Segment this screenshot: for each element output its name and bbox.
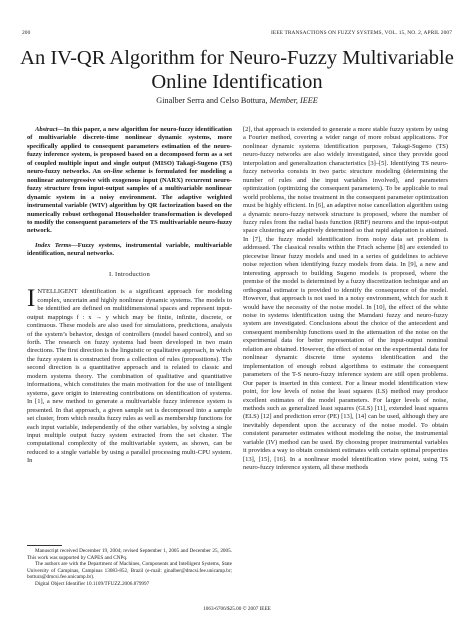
author-line xyxy=(20,96,454,105)
author-membership: Member, IEEE xyxy=(269,96,318,105)
footnote-manuscript: Manuscript received December 19, 2004; revised September 1, 2005 and December 25, 2005. This work was supported by CAPES and CNPq. xyxy=(27,548,232,561)
drop-cap: I xyxy=(27,285,36,313)
footnotes xyxy=(27,548,232,587)
index-terms-lead: Index Terms— xyxy=(35,241,78,249)
intro-text: identification is a significant approach for modeling complex, uncertain and highly nonlinear dynamic systems. The models to be identified are defined on multidimensional spaces and represent input-output mappings f : x → y which may be finite, infinite, discrete, or continuous. These models are also used for simulations, predictions, analysis of the system’s behavior, design of controllers (model based control), and so forth. The research on fuzzy systems had been developed in two main directions. The first direction is the linguistic or qualitative approach, in which the fuzzy system is constructed from a collection of rules (propositions). The second direction is a quantitative approach and is related to classic and modern systems theory. The combination of qualitative and quantitative informations, which constitutes the main motivation for the use of intelligent systems, gave origin to interesting contributions on identification of systems. In [1], a new method to generate a multivariable fuzzy inference system is presented. In that approach, a given sample set is decomposed into a sample set cluster, from which results fuzzy rules as well as membership functions for each input variable, independently of the other variables, by solving a single input multiple output fuzzy system extracted from the set cluster. The computational complexity of the multivariable system, as shown, can be reduced to a single variable by using a parallel processing multi-CPU system. In xyxy=(27,288,232,465)
page-number: 200 xyxy=(22,30,31,36)
footnote-rule xyxy=(27,545,62,546)
abstract xyxy=(27,126,232,236)
footnote-doi: Digital Object Identifier 10.1109/TFUZZ.2006.879997 xyxy=(35,580,150,587)
paper-title xyxy=(20,46,454,94)
intro-smallcaps: NTELLIGENT xyxy=(37,288,78,296)
right-column xyxy=(243,126,448,473)
abstract-text-1: In this paper, a new algorithm for neuro-fuzzy identification of multivariable discrete-time nonlinear dynamic systems, more specifically applied to consequent parameters estimation of the neuro-fuzzy inference system, is proposed based on a decomposed form as a set of coupled multiple input and single output (MISO) Takagi-Sugeno (TS) neuro-fuzzy networks. An xyxy=(27,126,232,176)
copyright-line: 1063-6706/$25.00 © 2007 IEEE xyxy=(203,606,271,612)
left-column xyxy=(27,126,232,466)
section-heading: I. Introduction xyxy=(108,270,151,278)
abstract-lead: Abstract— xyxy=(35,126,64,133)
abstract-italic: on-line xyxy=(103,168,123,176)
index-terms-text: Fuzzy systems, instrumental variable, multivariable identification, neural networks. xyxy=(27,241,232,258)
footnote-authors: The authors are with the Department of Machines, Components and Intelligent Systems, State University of Campinas, Campinas 13083-852, Brazil (e-mail: ginalber@dmcsi.fee.unicamp.br; bottura@dmcsi.fee.unicamp.br). xyxy=(27,561,232,580)
abstract-text-2: scheme is formulated for modeling a nonlinear autoregressive with exogenous input (NARX) recurrent neuro-fuzzy structure from input-output samples of a multivariable nonlinear dynamic system in a noisy environment. The adaptive weighted instrumental variable (WIV) algorithm by QR factorization based on the numerically robust orthogonal Householder transformation is developed to modify the consequent parameters of the TS multivariable neuro-fuzzy network. xyxy=(27,168,232,235)
author-names: Ginalber Serra and Celso Bottura, xyxy=(156,96,268,105)
right-column-text: [2], that approach is extended to generate a more stable fuzzy system by using a Fourier method, covering a wider range of more robust applications. For nonlinear dynamic systems identification purposes, Takagi-Sugeno (TS) neuro-fuzzy networks are also widely investigated, since they provide good interpolation and generalization characteristics [3]–[5]. Identifying TS neuro-fuzzy networks consists in two parts: structure modeling (determining the number of rules and the input variables involved), and parameters optimization (optimizing the consequent parameters). To be applicable to real world problems, the noise treatment in the consequent parameter optimization must be highly efficient. In [6], an adaptive noise cancellation algorithm using a dynamic neuro-fuzzy network structure is proposed, where the number of fuzzy rules from the radial basis function (RBF) neurons and the input-output space clustering are adaptively determined so that rapid adaptation is attained. In [7], the fuzzy model identification from noisy data set problem is addressed. The classical results within the Frisch scheme [8] are extended to piecewise linear fuzzy models and used in a series of guidelines to achieve noise rejection when identifying fuzzy models from data. In [9], a new and interesting approach to building Sugeno models is proposed, where the premise of the model is determined by a fuzzy discretization technique and an orthogonal estimator is provided to identify the consequence of the model. However, that approach is not used in a noisy environment, which for such it would have the necessity of the noise model. In [10], the effect of the white noise in systems identification using the Mamdani fuzzy and neuro-fuzzy system are investigated. Conclusions about the choice of the antecedent and consequent membership functions used in the attenuation of the noise on the experimental data for better representation of the input-output nominal relation are obtained. However, the effect of noise on the experimental data for nonlinear dynamic discrete time systems identification and the implementation of enough robust algorithms to estimate the consequent parameters of the T-S neuro-fuzzy inference system are still open problems. Our paper is inserted in this context. For a linear model identification view point, for low levels of noise the least squares (LS) method may produce excellent estimates of the model parameters. For larger levels of noise, methods such as generalized least squares (GLS) [11], extended least squares (ELS) [12] and prediction error (PE) [13], [14] can be used, although they are inevitably dependent upon the accuracy of the noise model. To obtain consistent parameter estimates without modeling the noise, the instrumental variable (IV) method can be used. By choosing proper instrumental variables it provides a way to obtain consistent estimates with certain optimal properties [13], [15], [16]. In a nonlinear model identification view point, using TS neuro-fuzzy inference system, all these methods xyxy=(243,126,449,472)
intro-paragraph xyxy=(27,285,232,466)
index-terms xyxy=(27,242,232,259)
journal-name: IEEE TRANSACTIONS ON FUZZY SYSTEMS, VOL. 15, NO. 2, APRIL 2007 xyxy=(271,30,452,36)
title-line-1: An IV-QR Algorithm for Neuro-Fuzzy Multivariable xyxy=(20,47,454,69)
title-line-2: Online Identification xyxy=(151,71,323,93)
